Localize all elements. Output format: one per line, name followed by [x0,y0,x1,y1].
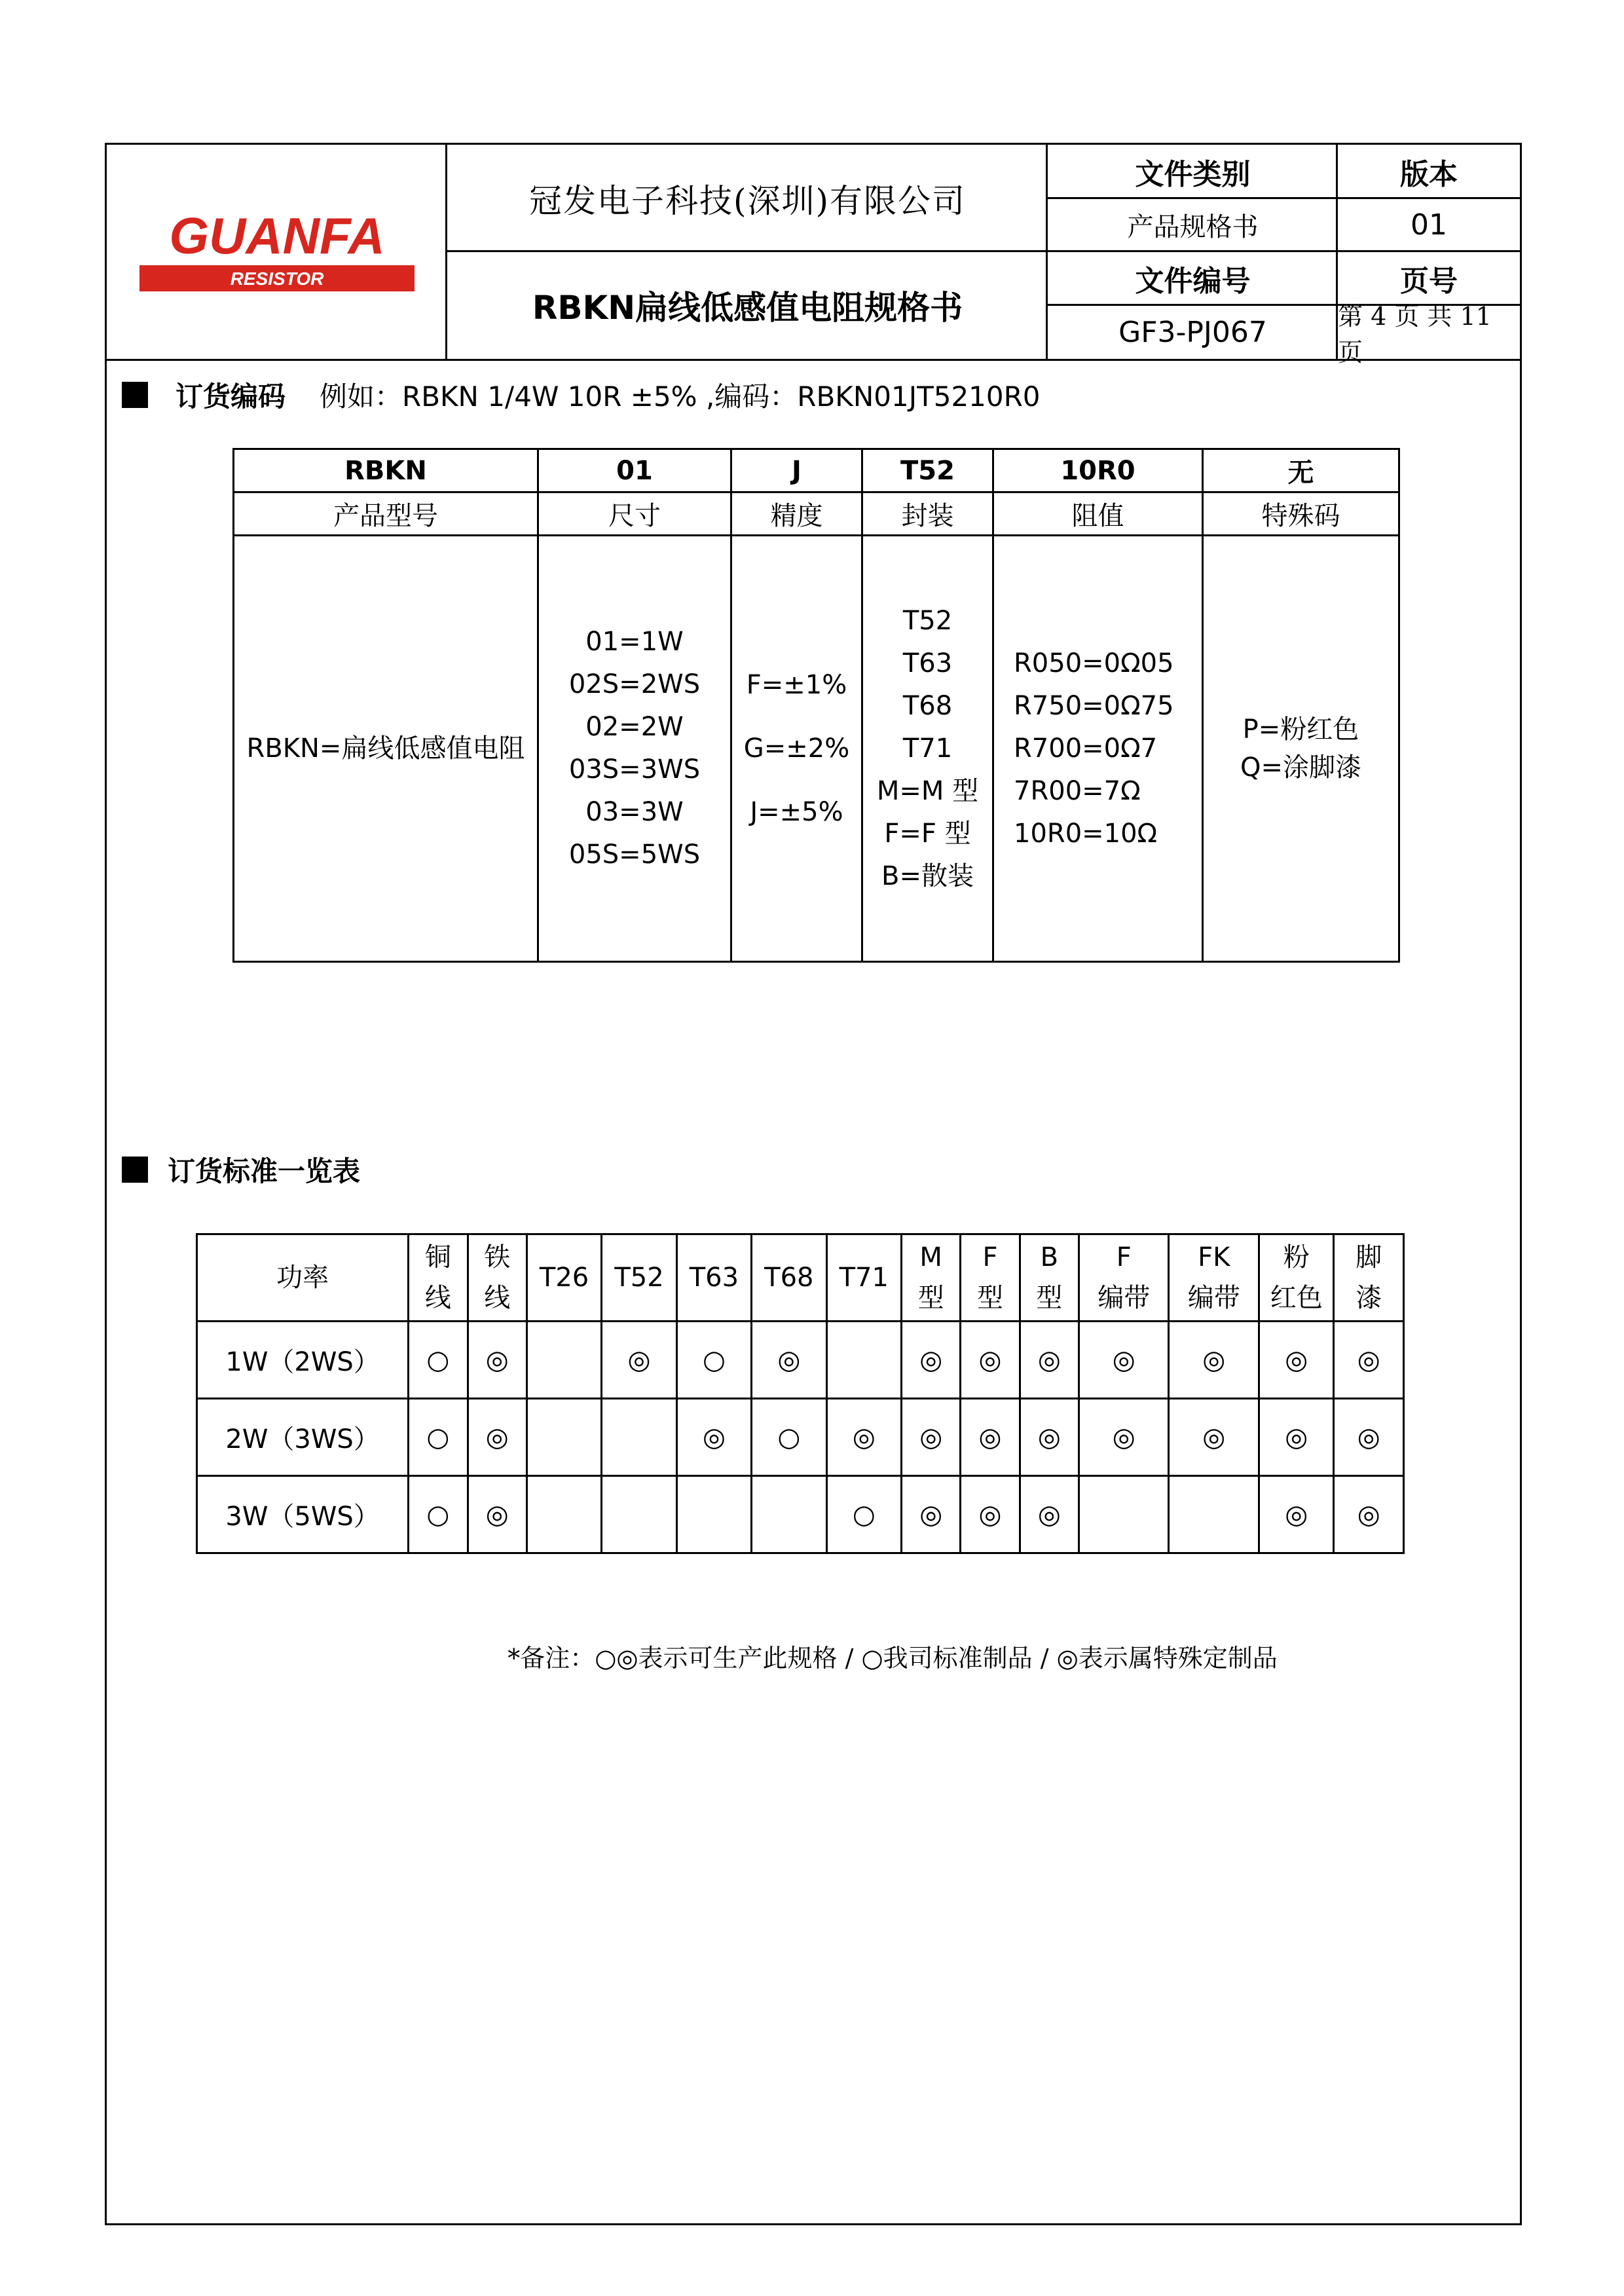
option-line: G=±2% [743,733,850,764]
file-number-value: GF3-PJ067 [1118,315,1267,349]
column-header: T63 [676,1234,751,1322]
company-logo [107,145,447,359]
empty-cell [526,1476,601,1553]
option-line: T71 [902,733,953,764]
header-divider [1048,250,1520,252]
field-name-cell: 精度 [731,492,862,536]
page-number-label: 页号 [1400,265,1458,298]
option-line: 05S=5WS [568,840,701,870]
bullet-square-icon [122,382,148,408]
header-divider [447,250,1046,252]
power-label: 1W（2WS） [197,1322,409,1399]
custom-mark: ◎ [1169,1322,1259,1399]
table-row [197,1399,1404,1476]
custom-mark: ◎ [468,1476,526,1553]
logo-text: GUANFA [169,206,385,265]
section-title: 订货标准一览表 [168,1155,361,1187]
empty-cell [526,1399,601,1476]
column-header: T71 [826,1234,901,1322]
footnote: *备注：○◎表示可生产此规格 / ○我司标准制品 / ◎表示属特殊定制品 [507,1644,1278,1673]
standard-mark: ○ [409,1322,468,1399]
option-line: T52 [902,605,953,636]
custom-mark: ◎ [1020,1322,1079,1399]
custom-mark: ◎ [961,1399,1020,1476]
custom-mark: ◎ [901,1399,960,1476]
custom-mark: ◎ [1079,1322,1169,1399]
order-code-table [232,448,1400,963]
column-header: T68 [752,1234,826,1322]
custom-mark: ◎ [961,1322,1020,1399]
column-header: M 型 [901,1234,960,1322]
code-cell: 01 [538,449,731,492]
custom-mark: ◎ [901,1322,960,1399]
custom-mark: ◎ [901,1476,960,1553]
column-header: FK 编带 [1169,1234,1259,1322]
option-line: 10R0=10Ω [1014,818,1158,849]
option-line: T63 [902,648,953,678]
standard-mark: ○ [752,1399,826,1476]
page-frame [105,143,1522,2225]
column-header: B 型 [1020,1234,1079,1322]
option-line: T68 [902,690,953,721]
version-value: 01 [1411,208,1447,242]
column-header: F 编带 [1079,1234,1169,1322]
custom-mark: ◎ [602,1322,676,1399]
custom-mark: ◎ [1169,1399,1259,1476]
bullet-square-icon [122,1157,148,1183]
option-line: P=粉红色 [1242,714,1359,745]
custom-mark: ◎ [468,1322,526,1399]
empty-cell [1079,1476,1169,1553]
option-line: 01=1W [585,627,684,657]
empty-cell [752,1476,826,1553]
file-type-value: 产品规格书 [1127,212,1259,242]
empty-cell [526,1322,601,1399]
company-name: 冠发电子科技(深圳)有限公司 [528,181,966,220]
column-header: T52 [602,1234,676,1322]
section-order-code [122,375,1041,415]
option-line: M=M 型 [876,775,979,806]
resistance-options [993,536,1203,962]
file-number-label: 文件编号 [1135,265,1251,298]
power-label: 3W（5WS） [197,1476,409,1553]
column-header: 粉 红色 [1259,1234,1334,1322]
custom-mark: ◎ [1334,1399,1404,1476]
custom-mark: ◎ [1259,1322,1334,1399]
field-name-cell: 封装 [862,492,993,536]
empty-cell [676,1476,751,1553]
custom-mark: ◎ [1334,1322,1404,1399]
power-label: 2W（3WS） [197,1399,409,1476]
column-header: 脚 漆 [1334,1234,1404,1322]
option-line: R050=0Ω05 [1014,648,1174,678]
standard-mark: ○ [409,1399,468,1476]
field-name-cell: 特殊码 [1203,492,1399,536]
option-line: 7R00=7Ω [1014,775,1141,806]
option-line: 03=3W [585,797,684,827]
custom-mark: ◎ [676,1399,751,1476]
option-line: 02S=2WS [568,669,701,699]
custom-mark: ◎ [1259,1476,1334,1553]
option-line: Q=涂脚漆 [1240,752,1361,783]
file-type-label: 文件类别 [1135,158,1251,191]
code-cell: 无 [1203,449,1399,492]
order-code-example: 例如：RBKN 1/4W 10R ±5% ,编码：RBKN01JT5210R0 [320,380,1041,413]
option-line: R700=0Ω7 [1014,733,1158,764]
logo-subtext: RESISTOR [230,268,324,289]
option-line: J=±5% [750,796,843,827]
page-number-value: 第 4 页 共 11 页 [1338,302,1492,367]
tolerance-options [731,536,862,962]
document-title: RBKN扁线低感值电阻规格书 [532,289,963,327]
package-options [862,536,993,962]
option-line: 02=2W [585,712,684,742]
header-divider [1048,304,1520,306]
custom-mark: ◎ [1079,1399,1169,1476]
custom-mark: ◎ [468,1399,526,1476]
column-header: 铜 线 [409,1234,468,1322]
column-header: 功率 [197,1234,409,1322]
model-options [234,536,538,962]
custom-mark: ◎ [1020,1399,1079,1476]
field-name-cell: 阻值 [993,492,1203,536]
size-options [538,536,731,962]
custom-mark: ◎ [752,1322,826,1399]
custom-mark: ◎ [1334,1476,1404,1553]
guanfa-logo-icon [126,206,428,298]
option-line: R750=0Ω75 [1014,690,1174,721]
code-cell: J [731,449,862,492]
option-line: B=散装 [881,861,974,891]
standard-mark: ○ [826,1476,901,1553]
option-line: F=±1% [746,669,847,700]
field-name-cell: 产品型号 [234,492,538,536]
code-cell: 10R0 [993,449,1203,492]
document-header [107,145,1520,367]
custom-mark: ◎ [1020,1476,1079,1553]
column-header: F 型 [961,1234,1020,1322]
table-row [197,1322,1404,1399]
section-title: 订货编码 [175,380,286,413]
special-code-options [1203,536,1399,962]
empty-cell [602,1399,676,1476]
version-label: 版本 [1400,158,1458,191]
option-line: RBKN=扁线低感值电阻 [246,733,525,764]
code-cell: RBKN [234,449,538,492]
field-name-cell: 尺寸 [538,492,731,536]
custom-mark: ◎ [1259,1399,1334,1476]
column-header: 铁 线 [468,1234,526,1322]
standard-mark: ○ [409,1476,468,1553]
option-line: 03S=3WS [568,754,701,785]
custom-mark: ◎ [961,1476,1020,1553]
empty-cell [1169,1476,1259,1553]
column-header: T26 [526,1234,601,1322]
option-line: F=F 型 [884,818,971,849]
empty-cell [602,1476,676,1553]
standard-mark: ○ [676,1322,751,1399]
table-row [197,1476,1404,1553]
section-standard-list [122,1150,360,1189]
custom-mark: ◎ [826,1399,901,1476]
code-cell: T52 [862,449,993,492]
empty-cell [826,1322,901,1399]
order-standard-table [196,1233,1405,1554]
header-divider [1048,197,1520,199]
